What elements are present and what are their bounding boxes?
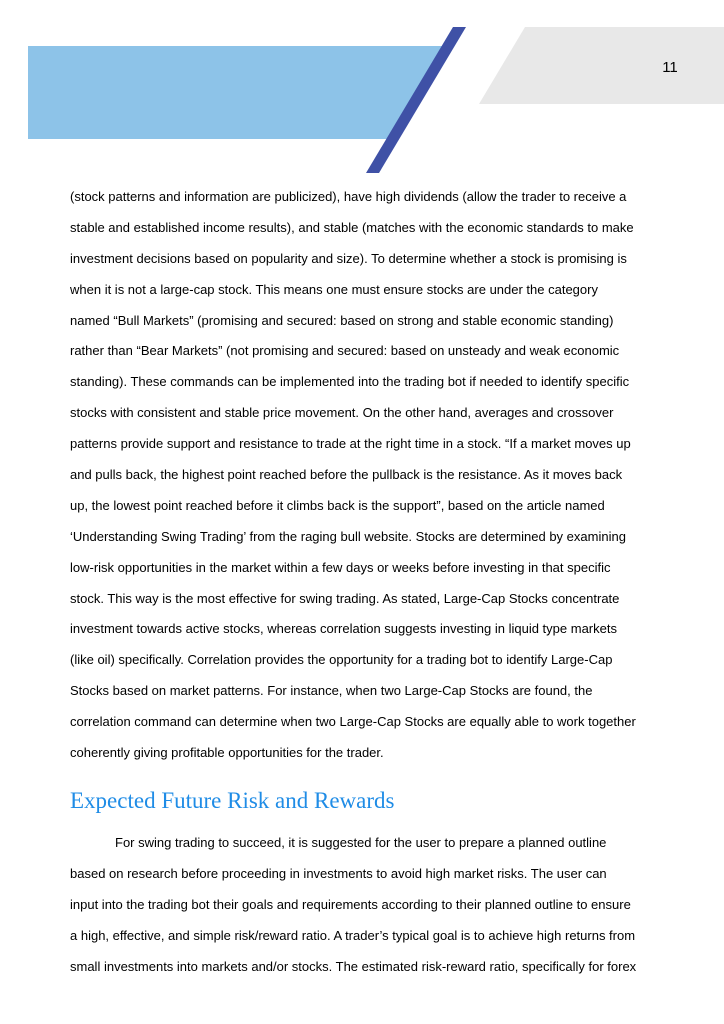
paragraph-line: up, the lowest point reached before it climbs back is the support”, based on the article named	[70, 497, 605, 513]
paragraph-line: low-risk opportunities in the market within a few days or weeks before investing in that specific	[70, 559, 611, 575]
paragraph-line: correlation command can determine when two Large-Cap Stocks are equally able to work together	[70, 714, 636, 730]
paragraph-line: standing). These commands can be implemented into the trading bot if needed to identify specific	[70, 374, 630, 390]
body-paragraph-1	[70, 182, 660, 769]
paragraph-line: stock. This way is the most effective for swing trading. As stated, Large-Cap Stocks concentrate	[70, 590, 620, 606]
paragraph-line: (stock patterns and information are publicized), have high dividends (allow the trader to receive a	[70, 189, 627, 204]
paragraph-line: For swing trading to succeed, it is suggested for the user to prepare a planned outline	[115, 835, 607, 850]
body-paragraph-2	[70, 828, 660, 982]
paragraph-line: (like oil) specifically. Correlation provides the opportunity for a trading bot to identify Large-Cap	[70, 652, 613, 668]
header-banner	[0, 0, 724, 180]
paragraph-line: ‘Understanding Swing Trading’ from the raging bull website. Stocks are determined by examining	[70, 528, 626, 544]
paragraph-line: investment towards active stocks, whereas correlation suggests investing in liquid type markets	[70, 621, 617, 637]
page-number: 11	[662, 59, 678, 76]
paragraph-line: stable and established income results), and stable (matches with the economic standards to make	[70, 219, 634, 235]
paragraph-line: a high, effective, and simple risk/reward ratio. A trader’s typical goal is to achieve high returns from	[70, 927, 636, 943]
paragraph-line: when it is not a large-cap stock. This means one must ensure stocks are under the category	[70, 281, 598, 297]
section-heading: Expected Future Risk and Rewards	[70, 788, 395, 813]
paragraph-line: coherently giving profitable opportunities for the trader.	[70, 745, 384, 761]
paragraph-line: named “Bull Markets” (promising and secured: based on strong and stable economic standing)	[70, 312, 614, 328]
paragraph-line: investment decisions based on popularity and size). To determine whether a stock is promising is	[70, 250, 627, 266]
paragraph-line: based on research before proceeding in investments to avoid high market risks. The user can	[70, 865, 607, 881]
paragraph-line: rather than “Bear Markets” (not promising and secured: based on unsteady and weak economic	[70, 343, 620, 359]
paragraph-line: Stocks based on market patterns. For instance, when two Large-Cap Stocks are found, the	[70, 683, 593, 699]
paragraph-line: patterns provide support and resistance to trade at the right time in a stock. “If a market moves up	[70, 436, 631, 452]
paragraph-line: input into the trading bot their goals and requirements according to their planned outline to ensure	[70, 896, 631, 912]
paragraph-line: stocks with consistent and stable price movement. On the other hand, averages and crossover	[70, 405, 614, 421]
light-blue-banner-shape	[28, 46, 445, 139]
paragraph-line: small investments into markets and/or stocks. The estimated risk-reward ratio, specifically for forex	[70, 958, 637, 974]
paragraph-line: and pulls back, the highest point reached before the pullback is the resistance. As it moves back	[70, 467, 623, 483]
